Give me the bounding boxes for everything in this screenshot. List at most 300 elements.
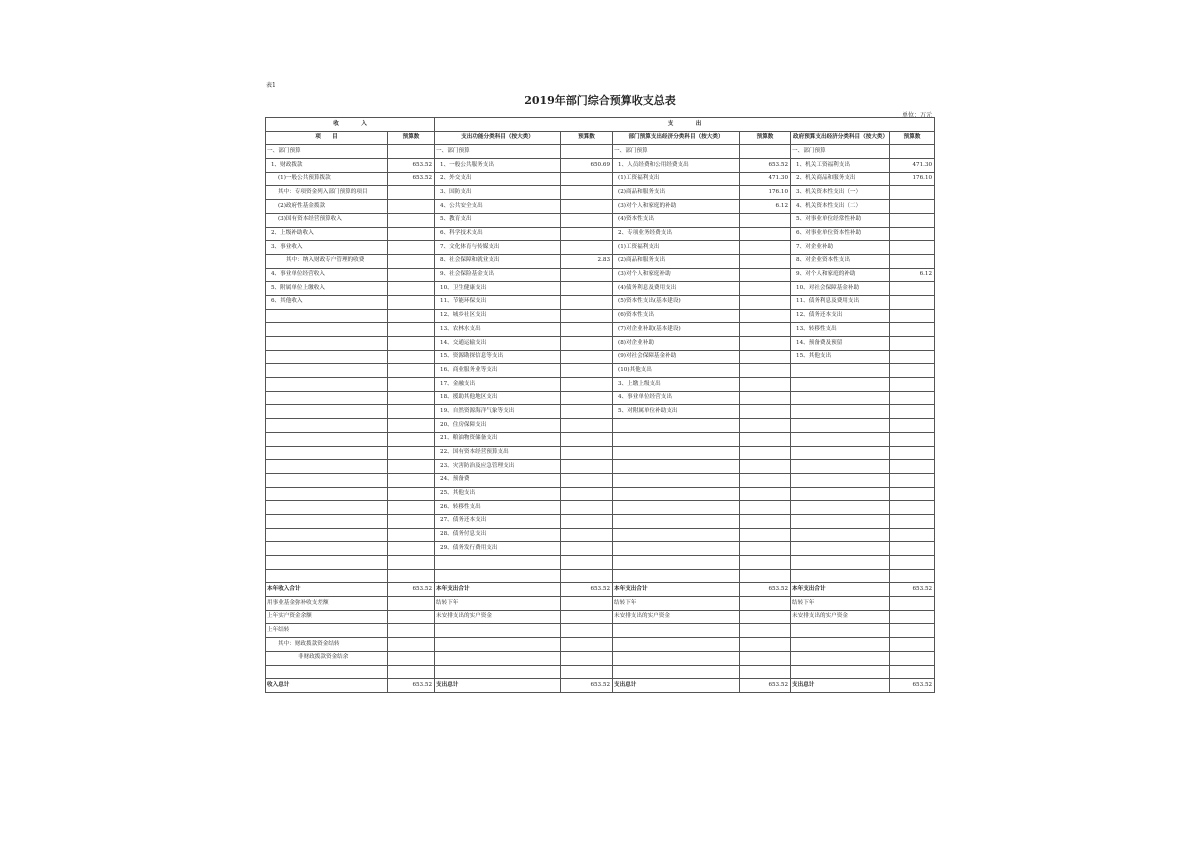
income-budget-cell	[388, 405, 435, 419]
gov-econ-budget-cell	[890, 337, 935, 351]
dept-econ-budget-cell	[740, 432, 791, 446]
gov-econ-item-cell	[791, 405, 890, 419]
dept-econ-item-cell	[613, 665, 740, 679]
dept-econ-item-cell: (2)商品和服务支出	[613, 186, 740, 200]
func-item-cell: 13、农林水支出	[435, 323, 561, 337]
income-budget-cell: 653.52	[388, 583, 435, 597]
gov-econ-item-cell: 13、转移性支出	[791, 323, 890, 337]
table-row	[266, 213, 935, 227]
dept-econ-item-cell	[613, 419, 740, 433]
func-budget-cell: 650.69	[561, 159, 613, 173]
func-item-cell: 一、部门预算	[435, 145, 561, 159]
dept-econ-item-cell	[613, 487, 740, 501]
gov-econ-item-cell	[791, 473, 890, 487]
table-row	[266, 446, 935, 460]
dept-econ-budget-cell	[740, 405, 791, 419]
dept-econ-item-cell: 未安排支出的实户资金	[613, 610, 740, 624]
func-budget-cell	[561, 638, 613, 652]
income-budget-cell	[388, 254, 435, 268]
dept-econ-budget-cell	[740, 446, 791, 460]
func-budget-cell	[561, 624, 613, 638]
income-item-cell	[266, 378, 388, 392]
func-budget-cell	[561, 378, 613, 392]
gov-econ-budget-cell	[890, 227, 935, 241]
gov-econ-item-cell	[791, 569, 890, 583]
gov-econ-item-cell	[791, 460, 890, 474]
income-budget-cell	[388, 309, 435, 323]
unit-label: 单位：万元	[901, 112, 932, 119]
gov-econ-item-cell: 9、对个人和家庭的补助	[791, 268, 890, 282]
gov-econ-item-cell: 12、债务还本支出	[791, 309, 890, 323]
table-row	[266, 145, 935, 159]
dept-econ-item-cell	[613, 514, 740, 528]
dept-econ-item-cell: (9)对社会保障基金补助	[613, 350, 740, 364]
header-row-sections	[266, 118, 935, 132]
func-item-cell: 21、粮油物资储备支出	[435, 432, 561, 446]
income-item-cell	[266, 556, 388, 570]
gov-econ-item-cell: 未安排支出的实户资金	[791, 610, 890, 624]
income-item-cell	[266, 350, 388, 364]
income-budget-cell	[388, 337, 435, 351]
income-budget-cell	[388, 378, 435, 392]
dept-econ-budget-cell: 653.52	[740, 679, 791, 693]
gov-econ-budget-cell	[890, 145, 935, 159]
income-item-cell	[266, 337, 388, 351]
income-budget-cell	[388, 432, 435, 446]
func-item-cell	[435, 638, 561, 652]
income-budget-cell: 653.52	[388, 159, 435, 173]
dept-econ-item-cell: 1、人员经费和公用经费支出	[613, 159, 740, 173]
income-item-cell	[266, 487, 388, 501]
gov-econ-budget-cell	[890, 323, 935, 337]
gov-econ-budget-cell	[890, 556, 935, 570]
income-item-cell: 其中：财政拨款资金结转	[266, 638, 388, 652]
gov-econ-budget-cell	[890, 528, 935, 542]
dept-econ-item-cell	[613, 528, 740, 542]
func-budget-cell	[561, 200, 613, 214]
func-item-cell: 28、债务付息支出	[435, 528, 561, 542]
income-item-cell	[266, 446, 388, 460]
dept-econ-budget-cell	[740, 145, 791, 159]
income-budget-cell	[388, 460, 435, 474]
gov-econ-budget-cell	[890, 514, 935, 528]
income-item-cell	[266, 542, 388, 556]
table-row	[266, 200, 935, 214]
income-budget-cell	[388, 610, 435, 624]
dept-econ-budget-cell	[740, 364, 791, 378]
gov-econ-item-cell: 一、部门预算	[791, 145, 890, 159]
gov-econ-item-cell	[791, 446, 890, 460]
dept-econ-budget-cell	[740, 556, 791, 570]
income-item-cell: 1、财政拨款	[266, 159, 388, 173]
gov-econ-item-cell	[791, 378, 890, 392]
table-row	[266, 460, 935, 474]
income-item-cell: 上年结转	[266, 624, 388, 638]
table-row	[266, 172, 935, 186]
table-row	[266, 159, 935, 173]
func-budget-cell	[561, 337, 613, 351]
income-item-cell: (1)一般公共预算拨款	[266, 172, 388, 186]
dept-econ-item-cell	[613, 432, 740, 446]
table-row	[266, 309, 935, 323]
col-header-item: 项 目	[266, 131, 388, 145]
gov-econ-budget-cell	[890, 200, 935, 214]
income-budget-cell	[388, 665, 435, 679]
income-budget-cell	[388, 569, 435, 583]
gov-econ-budget-cell	[890, 487, 935, 501]
gov-econ-budget-cell	[890, 378, 935, 392]
gov-econ-budget-cell	[890, 350, 935, 364]
gov-econ-item-cell	[791, 432, 890, 446]
dept-econ-item-cell: (2)商品和服务支出	[613, 254, 740, 268]
gov-econ-item-cell: 11、债务利息及费用支出	[791, 295, 890, 309]
func-budget-cell: 2.83	[561, 254, 613, 268]
col-header-gov-econ: 政府预算支出经济分类科目（按大类）	[791, 131, 890, 145]
table-row	[266, 651, 935, 665]
dept-econ-budget-cell	[740, 501, 791, 515]
gov-econ-budget-cell	[890, 473, 935, 487]
income-item-cell	[266, 432, 388, 446]
income-item-cell: 一、部门预算	[266, 145, 388, 159]
table-row	[266, 569, 935, 583]
income-item-cell	[266, 405, 388, 419]
table-row	[266, 241, 935, 255]
gov-econ-item-cell: 15、其他支出	[791, 350, 890, 364]
table-row	[266, 665, 935, 679]
gov-econ-budget-cell: 653.52	[890, 679, 935, 693]
gov-econ-item-cell	[791, 528, 890, 542]
dept-econ-item-cell: 一、部门预算	[613, 145, 740, 159]
func-budget-cell	[561, 514, 613, 528]
func-budget-cell	[561, 364, 613, 378]
income-item-cell	[266, 569, 388, 583]
dept-econ-budget-cell	[740, 213, 791, 227]
table-row	[266, 556, 935, 570]
dept-econ-budget-cell	[740, 323, 791, 337]
dept-econ-item-cell	[613, 460, 740, 474]
func-item-cell: 10、卫生健康支出	[435, 282, 561, 296]
gov-econ-budget-cell	[890, 446, 935, 460]
dept-econ-item-cell	[613, 624, 740, 638]
col-header-budget-3: 预算数	[740, 131, 791, 145]
income-budget-cell	[388, 145, 435, 159]
gov-econ-budget-cell	[890, 460, 935, 474]
dept-econ-budget-cell	[740, 610, 791, 624]
dept-econ-item-cell	[613, 501, 740, 515]
func-item-cell: 1、一般公共服务支出	[435, 159, 561, 173]
func-budget-cell	[561, 227, 613, 241]
func-budget-cell	[561, 419, 613, 433]
dept-econ-item-cell: 4、事业单位经营支出	[613, 391, 740, 405]
dept-econ-item-cell: (3)对个人和家庭的补助	[613, 200, 740, 214]
table-row	[266, 542, 935, 556]
income-budget-cell	[388, 651, 435, 665]
func-budget-cell	[561, 186, 613, 200]
dept-econ-budget-cell	[740, 487, 791, 501]
gov-econ-item-cell: 2、机关商品和服务支出	[791, 172, 890, 186]
expense-section-header: 支 出	[435, 118, 935, 132]
dept-econ-budget-cell	[740, 350, 791, 364]
gov-econ-item-cell	[791, 487, 890, 501]
func-item-cell	[435, 665, 561, 679]
dept-econ-item-cell	[613, 651, 740, 665]
dept-econ-item-cell: 结转下年	[613, 597, 740, 611]
table-row	[266, 528, 935, 542]
dept-econ-budget-cell: 176.10	[740, 186, 791, 200]
func-budget-cell	[561, 309, 613, 323]
func-item-cell: 3、国防支出	[435, 186, 561, 200]
gov-econ-budget-cell	[890, 638, 935, 652]
dept-econ-budget-cell	[740, 514, 791, 528]
gov-econ-item-cell	[791, 638, 890, 652]
dept-econ-item-cell: (8)对企业补助	[613, 337, 740, 351]
func-item-cell: 2、外交支出	[435, 172, 561, 186]
dept-econ-item-cell: 3、上缴上级支出	[613, 378, 740, 392]
income-budget-cell	[388, 542, 435, 556]
dept-econ-budget-cell	[740, 282, 791, 296]
income-item-cell	[266, 323, 388, 337]
func-budget-cell	[561, 446, 613, 460]
func-item-cell: 23、灾害防治及应急管理支出	[435, 460, 561, 474]
gov-econ-item-cell	[791, 556, 890, 570]
func-item-cell: 20、住房保障支出	[435, 419, 561, 433]
income-budget-cell	[388, 186, 435, 200]
gov-econ-item-cell	[791, 501, 890, 515]
func-item-cell	[435, 624, 561, 638]
gov-econ-budget-cell	[890, 569, 935, 583]
func-item-cell: 15、资源勘探信息等支出	[435, 350, 561, 364]
func-item-cell: 17、金融支出	[435, 378, 561, 392]
gov-econ-item-cell: 7、对企业补助	[791, 241, 890, 255]
table-row	[266, 679, 935, 693]
func-item-cell	[435, 651, 561, 665]
func-budget-cell	[561, 350, 613, 364]
func-item-cell: 18、援助其他地区支出	[435, 391, 561, 405]
table-row	[266, 610, 935, 624]
gov-econ-item-cell: 1、机关工资福利支出	[791, 159, 890, 173]
func-budget-cell	[561, 405, 613, 419]
income-budget-cell	[388, 501, 435, 515]
table-row	[266, 419, 935, 433]
income-budget-cell: 653.52	[388, 172, 435, 186]
dept-econ-item-cell: 5、对附属单位补助支出	[613, 405, 740, 419]
page-title: 2019年部门综合预算收支总表	[524, 94, 676, 107]
income-budget-cell	[388, 227, 435, 241]
dept-econ-budget-cell	[740, 665, 791, 679]
income-item-cell	[266, 419, 388, 433]
table-row	[266, 405, 935, 419]
gov-econ-budget-cell	[890, 624, 935, 638]
gov-econ-budget-cell	[890, 254, 935, 268]
table-row	[266, 268, 935, 282]
func-item-cell: 16、商业服务业等支出	[435, 364, 561, 378]
income-budget-cell	[388, 391, 435, 405]
gov-econ-budget-cell	[890, 282, 935, 296]
income-budget-cell: 653.52	[388, 679, 435, 693]
income-item-cell: 5、附属单位上缴收入	[266, 282, 388, 296]
func-item-cell: 7、文化体育与传媒支出	[435, 241, 561, 255]
income-item-cell: 上年实户资金余额	[266, 610, 388, 624]
dept-econ-item-cell	[613, 446, 740, 460]
income-item-cell: 用事业基金弥补收支差额	[266, 597, 388, 611]
gov-econ-budget-cell: 471.30	[890, 159, 935, 173]
table-row	[266, 323, 935, 337]
income-item-cell	[266, 309, 388, 323]
income-item-cell	[266, 665, 388, 679]
income-item-cell	[266, 460, 388, 474]
income-budget-cell	[388, 213, 435, 227]
income-item-cell: (2)政府性基金拨款	[266, 200, 388, 214]
func-item-cell: 未安排支出的实户资金	[435, 610, 561, 624]
gov-econ-item-cell: 结转下年	[791, 597, 890, 611]
gov-econ-item-cell: 支出总计	[791, 679, 890, 693]
dept-econ-budget-cell: 653.52	[740, 159, 791, 173]
func-item-cell: 25、其他支出	[435, 487, 561, 501]
dept-econ-item-cell: 支出总计	[613, 679, 740, 693]
func-budget-cell	[561, 241, 613, 255]
dept-econ-budget-cell	[740, 241, 791, 255]
income-item-cell: 非财政拨款资金结余	[266, 651, 388, 665]
dept-econ-budget-cell	[740, 624, 791, 638]
col-header-func: 支出功能分类科目（按大类）	[435, 131, 561, 145]
dept-econ-budget-cell	[740, 597, 791, 611]
table-row	[266, 295, 935, 309]
income-item-cell	[266, 501, 388, 515]
gov-econ-item-cell: 3、机关资本性支出（一）	[791, 186, 890, 200]
income-item-cell: (3)国有资本经营预算收入	[266, 213, 388, 227]
income-budget-cell	[388, 473, 435, 487]
income-item-cell: 6、其他收入	[266, 295, 388, 309]
dept-econ-item-cell: (3)对个人和家庭补助	[613, 268, 740, 282]
gov-econ-item-cell	[791, 542, 890, 556]
gov-econ-item-cell	[791, 514, 890, 528]
func-budget-cell	[561, 432, 613, 446]
dept-econ-budget-cell	[740, 528, 791, 542]
income-budget-cell	[388, 419, 435, 433]
dept-econ-item-cell	[613, 569, 740, 583]
income-budget-cell	[388, 528, 435, 542]
dept-econ-budget-cell	[740, 460, 791, 474]
table-row	[266, 186, 935, 200]
income-budget-cell	[388, 624, 435, 638]
gov-econ-budget-cell	[890, 665, 935, 679]
dept-econ-budget-cell	[740, 569, 791, 583]
func-item-cell: 29、债务发行费用支出	[435, 542, 561, 556]
dept-econ-budget-cell	[740, 651, 791, 665]
func-budget-cell	[561, 651, 613, 665]
income-budget-cell	[388, 268, 435, 282]
func-budget-cell	[561, 391, 613, 405]
gov-econ-item-cell: 本年支出合计	[791, 583, 890, 597]
dept-econ-budget-cell	[740, 227, 791, 241]
func-budget-cell	[561, 610, 613, 624]
dept-econ-item-cell: (4)资本性支出	[613, 213, 740, 227]
table-row	[266, 597, 935, 611]
dept-econ-item-cell: 本年支出合计	[613, 583, 740, 597]
table-row	[266, 624, 935, 638]
gov-econ-budget-cell	[890, 364, 935, 378]
dept-econ-budget-cell	[740, 473, 791, 487]
col-header-budget-4: 预算数	[890, 131, 935, 145]
table-row	[266, 473, 935, 487]
table-row	[266, 391, 935, 405]
income-item-cell: 2、上级补助收入	[266, 227, 388, 241]
table-row	[266, 337, 935, 351]
func-item-cell: 26、转移性支出	[435, 501, 561, 515]
func-item-cell: 5、教育支出	[435, 213, 561, 227]
dept-econ-budget-cell: 6.12	[740, 200, 791, 214]
dept-econ-budget-cell	[740, 419, 791, 433]
func-budget-cell	[561, 268, 613, 282]
gov-econ-item-cell: 5、对事业单位经常性补助	[791, 213, 890, 227]
func-budget-cell	[561, 542, 613, 556]
func-budget-cell	[561, 172, 613, 186]
func-item-cell: 4、公共安全支出	[435, 200, 561, 214]
gov-econ-budget-cell	[890, 405, 935, 419]
gov-econ-budget-cell	[890, 542, 935, 556]
income-budget-cell	[388, 350, 435, 364]
table-row	[266, 432, 935, 446]
table-row	[266, 514, 935, 528]
table-number: 表1	[266, 82, 276, 89]
func-item-cell: 14、交通运输支出	[435, 337, 561, 351]
dept-econ-item-cell: (1)工资福利支出	[613, 241, 740, 255]
dept-econ-budget-cell	[740, 638, 791, 652]
dept-econ-budget-cell	[740, 254, 791, 268]
header-row-columns	[266, 131, 935, 145]
income-budget-cell	[388, 446, 435, 460]
dept-econ-budget-cell	[740, 378, 791, 392]
func-budget-cell	[561, 473, 613, 487]
func-item-cell: 8、社会保障和就业支出	[435, 254, 561, 268]
func-budget-cell	[561, 597, 613, 611]
dept-econ-item-cell: (6)资本性支出	[613, 309, 740, 323]
func-item-cell: 9、社会保险基金支出	[435, 268, 561, 282]
func-item-cell: 12、城乡社区支出	[435, 309, 561, 323]
table-row	[266, 638, 935, 652]
dept-econ-item-cell: (5)资本性支出(基本建设)	[613, 295, 740, 309]
gov-econ-budget-cell	[890, 241, 935, 255]
income-item-cell	[266, 473, 388, 487]
func-item-cell: 24、预备费	[435, 473, 561, 487]
func-budget-cell	[561, 556, 613, 570]
dept-econ-budget-cell	[740, 337, 791, 351]
dept-econ-budget-cell	[740, 309, 791, 323]
dept-econ-budget-cell	[740, 268, 791, 282]
gov-econ-item-cell: 6、对事业单位资本性补助	[791, 227, 890, 241]
gov-econ-item-cell	[791, 364, 890, 378]
gov-econ-budget-cell	[890, 213, 935, 227]
gov-econ-item-cell: 8、对企业资本性支出	[791, 254, 890, 268]
income-item-cell	[266, 528, 388, 542]
dept-econ-budget-cell: 471.30	[740, 172, 791, 186]
func-budget-cell	[561, 295, 613, 309]
income-section-header: 收 入	[266, 118, 435, 132]
dept-econ-budget-cell: 653.52	[740, 583, 791, 597]
income-item-cell: 3、事业收入	[266, 241, 388, 255]
dept-econ-item-cell: (7)对企业补助(基本建设)	[613, 323, 740, 337]
table-row	[266, 501, 935, 515]
col-header-budget-2: 预算数	[561, 131, 613, 145]
income-budget-cell	[388, 487, 435, 501]
income-item-cell: 本年收入合计	[266, 583, 388, 597]
gov-econ-item-cell	[791, 419, 890, 433]
func-budget-cell: 653.52	[561, 679, 613, 693]
func-item-cell: 本年支出合计	[435, 583, 561, 597]
gov-econ-budget-cell	[890, 651, 935, 665]
gov-econ-item-cell: 14、预备费及预留	[791, 337, 890, 351]
income-item-cell: 收入总计	[266, 679, 388, 693]
